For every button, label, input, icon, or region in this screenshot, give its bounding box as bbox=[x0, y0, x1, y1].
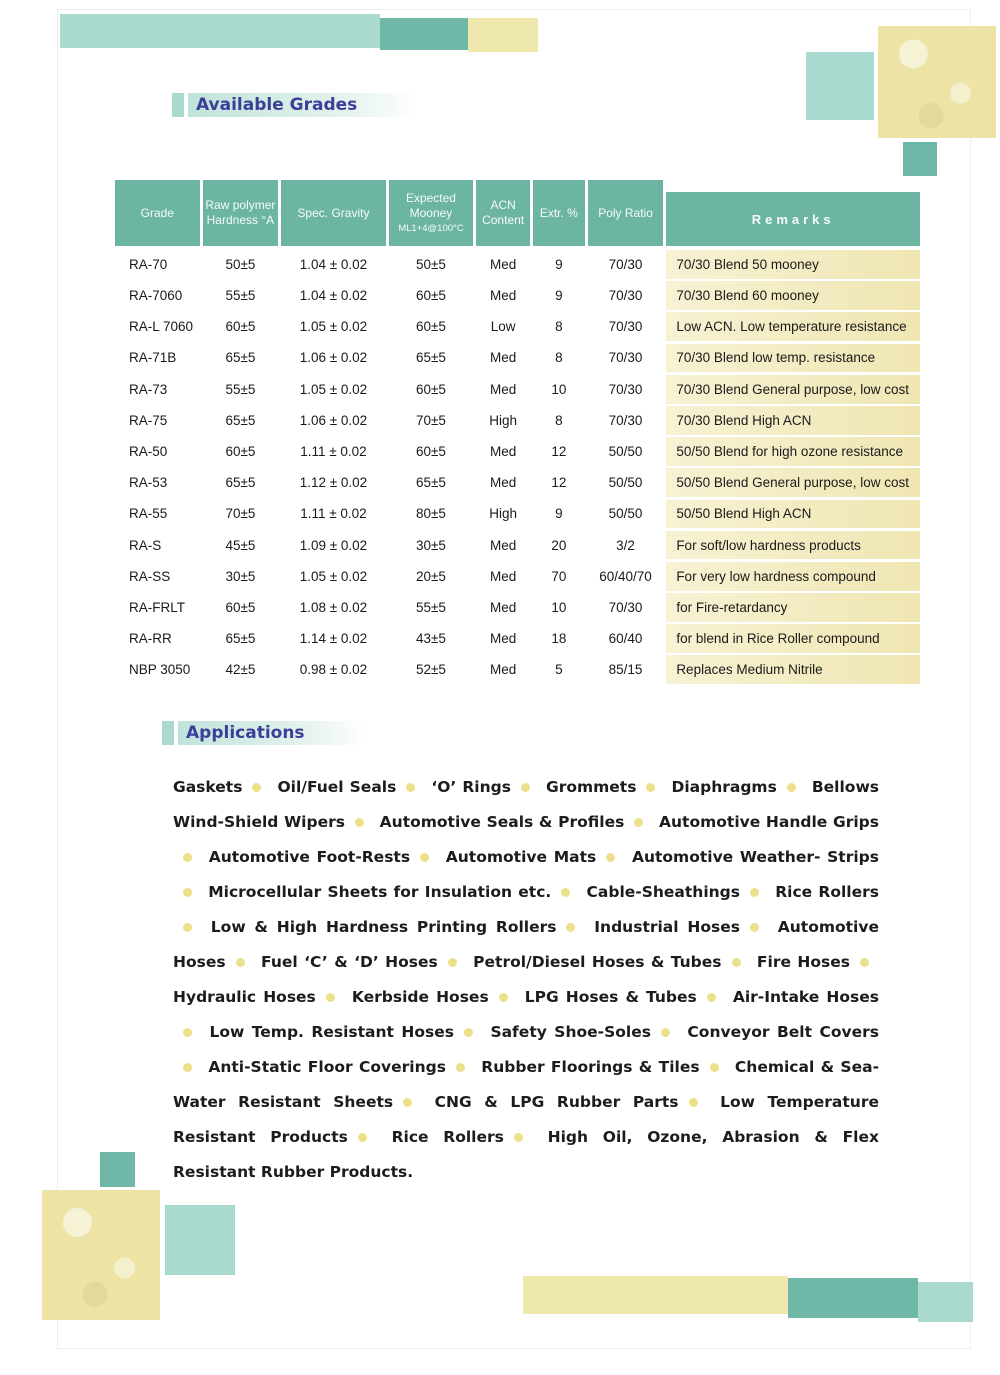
application-item: Low Temperature Resistant Products bbox=[173, 1093, 879, 1146]
cell-mooney: 65±5 bbox=[416, 350, 446, 366]
available-grades-heading bbox=[172, 92, 417, 118]
cell-poly: 70/30 bbox=[608, 350, 643, 366]
table-row bbox=[115, 500, 920, 529]
cell-acn: Med bbox=[489, 631, 517, 647]
application-item: Fuel ‘C’ & ‘D’ Hoses bbox=[261, 953, 438, 971]
bullet-dot-icon bbox=[403, 1098, 412, 1107]
header-grade: Grade bbox=[115, 180, 200, 246]
application-item: Oil/Fuel Seals bbox=[277, 778, 397, 796]
bottom-left-small-square bbox=[100, 1152, 135, 1187]
application-item: Bellows Wind-Shield Wipers bbox=[173, 778, 880, 831]
cell-remarks: Replaces Medium Nitrile bbox=[666, 655, 920, 684]
cell-hardness: 42±5 bbox=[225, 662, 256, 678]
cell-mooney: 43±5 bbox=[416, 631, 446, 647]
application-item: Anti-Static Floor Coverings bbox=[208, 1058, 446, 1076]
cell-mooney: 50±5 bbox=[416, 256, 446, 272]
top-teal-band bbox=[60, 14, 380, 48]
table-row bbox=[115, 593, 920, 622]
bullet-dot-icon bbox=[689, 1098, 698, 1107]
cell-extr: 8 bbox=[555, 350, 563, 366]
application-item: Chemical & Sea- Water Resistant Sheets bbox=[173, 1058, 879, 1111]
cell-mooney: 65±5 bbox=[416, 475, 446, 491]
applications-title: Applications bbox=[178, 721, 365, 745]
cell-extr: 9 bbox=[555, 288, 563, 304]
cell-poly: 70/30 bbox=[608, 599, 643, 615]
cell-remarks: 70/30 Blend 60 mooney bbox=[666, 281, 920, 310]
bullet-dot-icon bbox=[521, 783, 530, 792]
bullet-dot-icon bbox=[566, 923, 575, 932]
cell-remarks: Low ACN. Low temperature resistance bbox=[666, 312, 920, 341]
cell-hardness: 30±5 bbox=[225, 568, 256, 584]
bottom-teal-band bbox=[918, 1282, 973, 1322]
cell-hardness: 50±5 bbox=[225, 256, 256, 272]
bullet-dot-icon bbox=[750, 923, 759, 932]
bullet-dot-icon bbox=[860, 958, 869, 967]
cell-grade: NBP 3050 bbox=[129, 662, 191, 678]
application-item: Automotive Foot-Rests bbox=[208, 848, 411, 866]
bullet-dot-icon bbox=[448, 958, 457, 967]
cell-acn: Med bbox=[489, 475, 517, 491]
cell-extr: 12 bbox=[551, 444, 567, 460]
bullet-dot-icon bbox=[183, 1063, 192, 1072]
header-mooney-sub: ML1+4@100°C bbox=[398, 222, 464, 234]
top-teal-dark-band bbox=[380, 18, 468, 50]
cell-remarks: for Fire-retardancy bbox=[666, 593, 920, 622]
cell-acn: Med bbox=[489, 256, 517, 272]
cell-remarks: 50/50 Blend High ACN bbox=[666, 500, 920, 529]
table-row bbox=[115, 312, 920, 341]
cell-extr: 8 bbox=[555, 319, 563, 335]
application-item: Low & High Hardness Printing Rollers bbox=[210, 918, 557, 936]
application-item: Fire Hoses bbox=[756, 953, 850, 971]
cell-gravity: 1.11 ± 0.02 bbox=[300, 506, 367, 522]
bullet-dot-icon bbox=[634, 818, 643, 827]
application-item: Hydraulic Hoses bbox=[173, 988, 316, 1006]
cell-hardness: 55±5 bbox=[225, 381, 256, 397]
cell-hardness: 55±5 bbox=[225, 288, 256, 304]
bullet-dot-icon bbox=[646, 783, 655, 792]
cell-remarks: For soft/low hardness products bbox=[666, 531, 920, 560]
bullet-dot-icon bbox=[183, 888, 192, 897]
bullet-dot-icon bbox=[183, 1028, 192, 1037]
cell-gravity: 1.11 ± 0.02 bbox=[300, 444, 367, 460]
top-right-small-square bbox=[903, 142, 937, 176]
header-gravity: Spec. Gravity bbox=[281, 180, 385, 246]
bullet-dot-icon bbox=[707, 993, 716, 1002]
cell-poly: 85/15 bbox=[608, 662, 643, 678]
bullet-dot-icon bbox=[464, 1028, 473, 1037]
cell-hardness: 65±5 bbox=[225, 412, 256, 428]
cell-extr: 18 bbox=[551, 631, 567, 647]
cell-poly: 70/30 bbox=[608, 256, 643, 272]
cell-poly: 3/2 bbox=[616, 537, 635, 553]
cell-gravity: 0.98 ± 0.02 bbox=[299, 662, 368, 678]
header-extr: Extr. % bbox=[533, 180, 585, 246]
application-item: LPG Hoses & Tubes bbox=[524, 988, 697, 1006]
grades-table bbox=[115, 180, 920, 687]
cell-grade: RA-S bbox=[129, 537, 162, 553]
heading-accent-bar bbox=[162, 721, 174, 745]
cell-gravity: 1.05 ± 0.02 bbox=[299, 381, 368, 397]
cell-remarks: For very low hardness compound bbox=[666, 562, 920, 591]
cell-hardness: 65±5 bbox=[225, 631, 256, 647]
application-item: Microcellular Sheets for Insulation etc. bbox=[208, 883, 552, 901]
cell-acn: High bbox=[489, 506, 517, 522]
cell-mooney: 60±5 bbox=[416, 381, 446, 397]
cell-gravity: 1.12 ± 0.02 bbox=[299, 475, 368, 491]
cell-acn: Med bbox=[489, 288, 517, 304]
cell-mooney: 60±5 bbox=[416, 319, 446, 335]
cell-extr: 5 bbox=[555, 662, 563, 678]
table-header-row bbox=[115, 180, 920, 246]
available-grades-title: Available Grades bbox=[188, 93, 417, 117]
header-mooney-label: Expected Mooney bbox=[405, 190, 456, 220]
table-row bbox=[115, 655, 920, 684]
bullet-dot-icon bbox=[787, 783, 796, 792]
cell-extr: 10 bbox=[551, 599, 567, 615]
application-item: Automotive Seals & Profiles bbox=[379, 813, 625, 831]
bullet-dot-icon bbox=[252, 783, 261, 792]
cell-gravity: 1.04 ± 0.02 bbox=[299, 256, 368, 272]
cell-gravity: 1.05 ± 0.02 bbox=[299, 568, 368, 584]
cell-grade: RA-FRLT bbox=[129, 599, 185, 615]
cell-extr: 12 bbox=[551, 475, 567, 491]
application-item: Petrol/Diesel Hoses & Tubes bbox=[473, 953, 722, 971]
cell-acn: Med bbox=[489, 444, 517, 460]
table-row bbox=[115, 624, 920, 653]
table-row bbox=[115, 562, 920, 591]
cell-grade: RA-55 bbox=[129, 506, 168, 522]
application-item: Safety Shoe-Soles bbox=[490, 1023, 651, 1041]
cell-extr: 9 bbox=[555, 506, 563, 522]
cell-acn: Med bbox=[489, 568, 517, 584]
header-mooney bbox=[389, 180, 474, 246]
cell-grade: RA-53 bbox=[129, 475, 168, 491]
table-body bbox=[115, 250, 920, 684]
applications-heading bbox=[162, 720, 365, 746]
cell-remarks: for blend in Rice Roller compound bbox=[666, 624, 920, 653]
bullet-dot-icon bbox=[183, 853, 192, 862]
bullet-dot-icon bbox=[710, 1063, 719, 1072]
application-item: Rice Rollers bbox=[775, 883, 880, 901]
cell-acn: Med bbox=[489, 662, 517, 678]
bullet-dot-icon bbox=[750, 888, 759, 897]
cell-acn: Med bbox=[489, 599, 517, 615]
cell-remarks: 70/30 Blend High ACN bbox=[666, 406, 920, 435]
heading-accent-bar bbox=[172, 93, 184, 117]
header-poly: Poly Ratio bbox=[588, 180, 664, 246]
cell-extr: 70 bbox=[551, 568, 567, 584]
cell-mooney: 80±5 bbox=[416, 506, 446, 522]
table-row bbox=[115, 468, 920, 497]
application-item: Automotive Handle Grips bbox=[659, 813, 879, 831]
cell-gravity: 1.06 ± 0.02 bbox=[299, 350, 368, 366]
bullet-dot-icon bbox=[406, 783, 415, 792]
cell-grade: RA-SS bbox=[129, 568, 171, 584]
cell-remarks: 70/30 Blend 50 mooney bbox=[666, 250, 920, 279]
cell-poly: 50/50 bbox=[608, 506, 643, 522]
application-item: Automotive Mats bbox=[445, 848, 597, 866]
cell-acn: Med bbox=[489, 381, 517, 397]
cell-poly: 50/50 bbox=[608, 444, 643, 460]
cell-grade: RA-71B bbox=[129, 350, 177, 366]
application-item: Conveyor Belt Covers bbox=[687, 1023, 879, 1041]
top-yellow-band bbox=[468, 18, 538, 52]
bullet-dot-icon bbox=[355, 818, 364, 827]
bullet-dot-icon bbox=[358, 1133, 367, 1142]
bullet-dot-icon bbox=[326, 993, 335, 1002]
header-hardness: Raw polymer Hardness °A bbox=[203, 180, 279, 246]
cell-acn: Low bbox=[490, 319, 516, 335]
cell-grade: RA-50 bbox=[129, 444, 168, 460]
table-row bbox=[115, 406, 920, 435]
cell-grade: RA-L 7060 bbox=[129, 319, 194, 335]
bullet-dot-icon bbox=[732, 958, 741, 967]
cell-mooney: 55±5 bbox=[416, 599, 446, 615]
cell-remarks: 50/50 Blend General purpose, low cost bbox=[666, 468, 920, 497]
cell-mooney: 52±5 bbox=[416, 662, 446, 678]
application-item: Automotive Hoses bbox=[173, 918, 879, 971]
applications-list bbox=[173, 770, 879, 1190]
top-right-marble-square bbox=[878, 26, 996, 138]
cell-poly: 60/40 bbox=[608, 631, 643, 647]
cell-poly: 70/30 bbox=[608, 381, 643, 397]
table-row bbox=[115, 375, 920, 404]
cell-acn: Med bbox=[489, 350, 517, 366]
bullet-dot-icon bbox=[561, 888, 570, 897]
bullet-dot-icon bbox=[514, 1133, 523, 1142]
application-item: Rice Rollers bbox=[391, 1128, 504, 1146]
application-item: ‘O’ Rings bbox=[431, 778, 511, 796]
bottom-left-marble-square bbox=[42, 1190, 160, 1320]
table-row bbox=[115, 437, 920, 466]
cell-remarks: 50/50 Blend for high ozone resistance bbox=[666, 437, 920, 466]
cell-hardness: 70±5 bbox=[225, 506, 256, 522]
bullet-dot-icon bbox=[183, 923, 192, 932]
application-item: Kerbside Hoses bbox=[351, 988, 489, 1006]
cell-mooney: 60±5 bbox=[416, 288, 446, 304]
application-item: Air-Intake Hoses bbox=[732, 988, 879, 1006]
cell-grade: RA-73 bbox=[129, 381, 168, 397]
bottom-left-teal-square bbox=[165, 1205, 235, 1275]
header-acn: ACN Content bbox=[476, 180, 530, 246]
application-item: Gaskets bbox=[173, 778, 243, 796]
cell-mooney: 70±5 bbox=[416, 412, 446, 428]
cell-remarks: 70/30 Blend General purpose, low cost bbox=[666, 375, 920, 404]
bottom-teal-dark-band bbox=[788, 1278, 918, 1318]
cell-extr: 9 bbox=[555, 256, 563, 272]
cell-remarks: 70/30 Blend low temp. resistance bbox=[666, 344, 920, 373]
application-item: Industrial Hoses bbox=[594, 918, 740, 936]
table-row bbox=[115, 531, 920, 560]
cell-grade: RA-70 bbox=[129, 256, 168, 272]
cell-acn: Med bbox=[489, 537, 517, 553]
table-row bbox=[115, 344, 920, 373]
cell-poly: 60/40/70 bbox=[599, 568, 652, 584]
bullet-dot-icon bbox=[456, 1063, 465, 1072]
bullet-dot-icon bbox=[236, 958, 245, 967]
cell-extr: 10 bbox=[551, 381, 567, 397]
application-item: CNG & LPG Rubber Parts bbox=[434, 1093, 679, 1111]
cell-extr: 8 bbox=[555, 412, 563, 428]
application-item: High Oil, Ozone, Abrasion & Flex Resistant Rubber Products. bbox=[173, 1128, 880, 1181]
cell-gravity: 1.08 ± 0.02 bbox=[299, 599, 368, 615]
cell-mooney: 60±5 bbox=[416, 444, 446, 460]
header-remarks: Remarks bbox=[666, 192, 920, 246]
cell-grade: RA-RR bbox=[129, 631, 172, 647]
cell-hardness: 60±5 bbox=[225, 444, 256, 460]
cell-hardness: 45±5 bbox=[225, 537, 256, 553]
cell-hardness: 60±5 bbox=[225, 319, 256, 335]
bullet-dot-icon bbox=[661, 1028, 670, 1037]
application-item: Rubber Floorings & Tiles bbox=[481, 1058, 700, 1076]
cell-grade: RA-75 bbox=[129, 412, 168, 428]
top-right-teal-square bbox=[806, 52, 874, 120]
application-item: Grommets bbox=[545, 778, 637, 796]
bullet-dot-icon bbox=[499, 993, 508, 1002]
cell-hardness: 65±5 bbox=[225, 475, 256, 491]
table-row bbox=[115, 250, 920, 279]
cell-acn: High bbox=[489, 412, 517, 428]
bullet-dot-icon bbox=[420, 853, 429, 862]
cell-gravity: 1.14 ± 0.02 bbox=[299, 631, 368, 647]
cell-gravity: 1.09 ± 0.02 bbox=[299, 537, 368, 553]
table-row bbox=[115, 281, 920, 310]
cell-mooney: 20±5 bbox=[416, 568, 446, 584]
application-item: Cable-Sheathings bbox=[586, 883, 740, 901]
cell-hardness: 60±5 bbox=[225, 599, 256, 615]
cell-gravity: 1.05 ± 0.02 bbox=[299, 319, 368, 335]
cell-grade: RA-7060 bbox=[129, 288, 183, 304]
application-item: Low Temp. Resistant Hoses bbox=[209, 1023, 454, 1041]
cell-extr: 20 bbox=[551, 537, 567, 553]
cell-poly: 70/30 bbox=[608, 288, 643, 304]
cell-gravity: 1.06 ± 0.02 bbox=[299, 412, 368, 428]
bullet-dot-icon bbox=[606, 853, 615, 862]
cell-poly: 50/50 bbox=[608, 475, 643, 491]
application-item: Diaphragms bbox=[671, 778, 777, 796]
cell-poly: 70/30 bbox=[608, 412, 643, 428]
cell-hardness: 65±5 bbox=[225, 350, 256, 366]
application-item: Automotive Weather- Strips bbox=[631, 848, 879, 866]
cell-mooney: 30±5 bbox=[416, 537, 446, 553]
cell-poly: 70/30 bbox=[608, 319, 643, 335]
bottom-yellow-band bbox=[523, 1276, 788, 1314]
cell-gravity: 1.04 ± 0.02 bbox=[299, 288, 368, 304]
